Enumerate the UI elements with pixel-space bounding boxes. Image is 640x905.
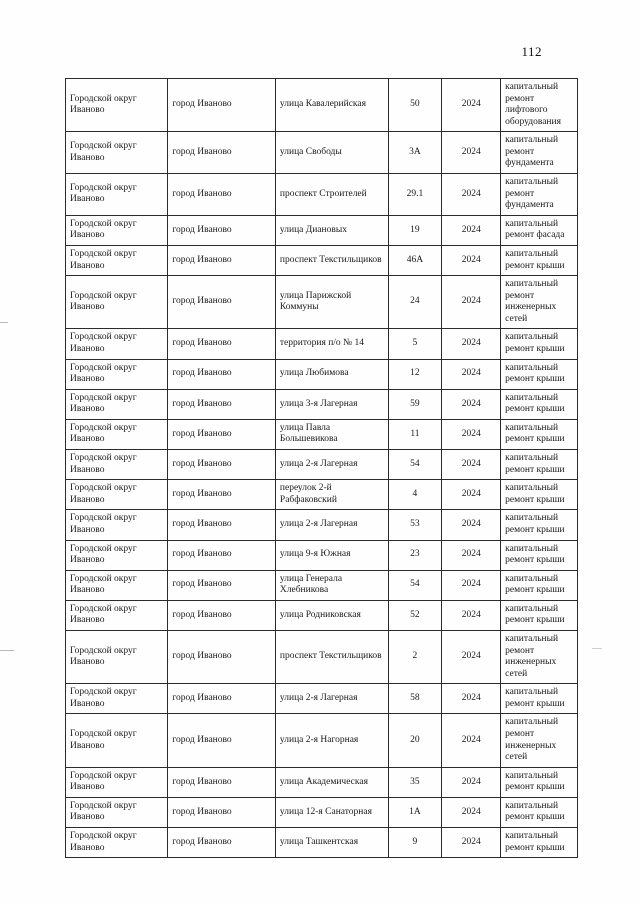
table-row	[66, 797, 578, 827]
table-row	[66, 714, 578, 767]
table-row	[66, 276, 578, 329]
cell-house-number: 4	[388, 480, 442, 510]
cell-year: 2024	[442, 510, 501, 540]
cell-house-number: 54	[388, 450, 442, 480]
cell-work-type: капитальный ремонт крыши	[501, 570, 578, 600]
cell-house-number: 52	[388, 600, 442, 630]
cell-city: город Иваново	[168, 174, 276, 216]
cell-district: Городской округ Иваново	[66, 245, 168, 275]
cell-year: 2024	[442, 450, 501, 480]
table-row	[66, 79, 578, 132]
cell-year: 2024	[442, 359, 501, 389]
cell-house-number: 2	[388, 630, 442, 683]
cell-year: 2024	[442, 215, 501, 245]
table-row	[66, 359, 578, 389]
table-row	[66, 215, 578, 245]
table-row	[66, 630, 578, 683]
cell-year: 2024	[442, 630, 501, 683]
cell-street: улица Генерала Хлебникова	[275, 570, 388, 600]
cell-work-type: капитальный ремонт фундамента	[501, 132, 578, 174]
cell-work-type: капитальный ремонт крыши	[501, 419, 578, 449]
cell-city: город Иваново	[168, 630, 276, 683]
cell-city: город Иваново	[168, 389, 276, 419]
cell-street: улица 2-я Лагерная	[275, 510, 388, 540]
cell-house-number: 29.1	[388, 174, 442, 216]
cell-city: город Иваново	[168, 132, 276, 174]
cell-year: 2024	[442, 600, 501, 630]
cell-city: город Иваново	[168, 684, 276, 714]
cell-work-type: капитальный ремонт крыши	[501, 450, 578, 480]
cell-house-number: 9	[388, 828, 442, 858]
cell-district: Городской округ Иваново	[66, 480, 168, 510]
cell-district: Городской округ Иваново	[66, 570, 168, 600]
cell-work-type: капитальный ремонт фасада	[501, 215, 578, 245]
cell-street: территория п/о № 14	[275, 329, 388, 359]
cell-year: 2024	[442, 767, 501, 797]
cell-street: улица 3-я Лагерная	[275, 389, 388, 419]
cell-city: город Иваново	[168, 600, 276, 630]
table-row	[66, 540, 578, 570]
cell-work-type: капитальный ремонт крыши	[501, 684, 578, 714]
cell-year: 2024	[442, 828, 501, 858]
cell-house-number: 35	[388, 767, 442, 797]
cell-street: улица Парижской Коммуны	[275, 276, 388, 329]
cell-city: город Иваново	[168, 767, 276, 797]
cell-city: город Иваново	[168, 419, 276, 449]
cell-house-number: 59	[388, 389, 442, 419]
cell-city: город Иваново	[168, 714, 276, 767]
table-row	[66, 174, 578, 216]
cell-street: улица 2-я Лагерная	[275, 684, 388, 714]
cell-street: улица Любимова	[275, 359, 388, 389]
cell-street: улица Павла Большевикова	[275, 419, 388, 449]
cell-city: город Иваново	[168, 570, 276, 600]
cell-city: город Иваново	[168, 480, 276, 510]
cell-district: Городской округ Иваново	[66, 797, 168, 827]
cell-street: проспект Текстильщиков	[275, 630, 388, 683]
cell-year: 2024	[442, 174, 501, 216]
table-row	[66, 419, 578, 449]
cell-district: Городской округ Иваново	[66, 630, 168, 683]
cell-district: Городской округ Иваново	[66, 828, 168, 858]
cell-city: город Иваново	[168, 215, 276, 245]
cell-street: улица 2-я Нагорная	[275, 714, 388, 767]
cell-year: 2024	[442, 419, 501, 449]
table-row	[66, 684, 578, 714]
cell-city: город Иваново	[168, 276, 276, 329]
table-body	[66, 79, 578, 858]
cell-street: улица Диановых	[275, 215, 388, 245]
cell-work-type: капитальный ремонт фундамента	[501, 174, 578, 216]
cell-district: Городской округ Иваново	[66, 215, 168, 245]
cell-year: 2024	[442, 245, 501, 275]
cell-street: улица Родниковская	[275, 600, 388, 630]
cell-work-type: капитальный ремонт крыши	[501, 767, 578, 797]
cell-house-number: 46А	[388, 245, 442, 275]
cell-house-number: 54	[388, 570, 442, 600]
cell-city: город Иваново	[168, 540, 276, 570]
cell-city: город Иваново	[168, 797, 276, 827]
cell-city: город Иваново	[168, 79, 276, 132]
cell-work-type: капитальный ремонт лифтового оборудования	[501, 79, 578, 132]
cell-district: Городской округ Иваново	[66, 450, 168, 480]
cell-city: город Иваново	[168, 329, 276, 359]
cell-year: 2024	[442, 276, 501, 329]
cell-work-type: капитальный ремонт крыши	[501, 540, 578, 570]
cell-street: улица Свободы	[275, 132, 388, 174]
cell-work-type: капитальный ремонт крыши	[501, 245, 578, 275]
cell-district: Городской округ Иваново	[66, 540, 168, 570]
cell-year: 2024	[442, 480, 501, 510]
cell-house-number: 23	[388, 540, 442, 570]
cell-district: Городской округ Иваново	[66, 684, 168, 714]
cell-work-type: капитальный ремонт инженерных сетей	[501, 630, 578, 683]
cell-house-number: 58	[388, 684, 442, 714]
cell-city: город Иваново	[168, 450, 276, 480]
cell-street: проспект Текстильщиков	[275, 245, 388, 275]
table-row	[66, 510, 578, 540]
cell-work-type: капитальный ремонт крыши	[501, 329, 578, 359]
table-row	[66, 767, 578, 797]
table-row	[66, 480, 578, 510]
cell-house-number: 50	[388, 79, 442, 132]
cell-work-type: капитальный ремонт крыши	[501, 480, 578, 510]
cell-year: 2024	[442, 389, 501, 419]
cell-work-type: капитальный ремонт инженерных сетей	[501, 276, 578, 329]
cell-year: 2024	[442, 79, 501, 132]
cell-district: Городской округ Иваново	[66, 329, 168, 359]
cell-work-type: капитальный ремонт крыши	[501, 510, 578, 540]
cell-district: Городской округ Иваново	[66, 174, 168, 216]
cell-street: проспект Строителей	[275, 174, 388, 216]
table-row	[66, 329, 578, 359]
cell-district: Городской округ Иваново	[66, 276, 168, 329]
cell-street: переулок 2-й Рабфаковский	[275, 480, 388, 510]
cell-year: 2024	[442, 132, 501, 174]
cell-city: город Иваново	[168, 359, 276, 389]
cell-year: 2024	[442, 540, 501, 570]
cell-house-number: 19	[388, 215, 442, 245]
cell-district: Городской округ Иваново	[66, 132, 168, 174]
scan-artifact	[0, 322, 8, 323]
table-row	[66, 450, 578, 480]
cell-house-number: 1А	[388, 797, 442, 827]
cell-year: 2024	[442, 329, 501, 359]
cell-street: улица Ташкентская	[275, 828, 388, 858]
scan-artifact	[592, 648, 602, 649]
cell-street: улица Академическая	[275, 767, 388, 797]
table-row	[66, 600, 578, 630]
table-row	[66, 828, 578, 858]
cell-year: 2024	[442, 797, 501, 827]
cell-city: город Иваново	[168, 510, 276, 540]
cell-house-number: 53	[388, 510, 442, 540]
cell-work-type: капитальный ремонт крыши	[501, 600, 578, 630]
cell-work-type: капитальный ремонт крыши	[501, 828, 578, 858]
page-number: 112	[521, 44, 542, 59]
cell-year: 2024	[442, 684, 501, 714]
cell-district: Городской округ Иваново	[66, 767, 168, 797]
cell-house-number: 5	[388, 329, 442, 359]
cell-district: Городской округ Иваново	[66, 79, 168, 132]
cell-city: город Иваново	[168, 245, 276, 275]
cell-work-type: капитальный ремонт крыши	[501, 797, 578, 827]
cell-district: Городской округ Иваново	[66, 510, 168, 540]
cell-year: 2024	[442, 714, 501, 767]
table-row	[66, 570, 578, 600]
cell-district: Городской округ Иваново	[66, 714, 168, 767]
cell-work-type: капитальный ремонт инженерных сетей	[501, 714, 578, 767]
cell-district: Городской округ Иваново	[66, 419, 168, 449]
cell-house-number: 20	[388, 714, 442, 767]
cell-house-number: 3А	[388, 132, 442, 174]
cell-work-type: капитальный ремонт крыши	[501, 359, 578, 389]
cell-street: улица 2-я Лагерная	[275, 450, 388, 480]
cell-house-number: 12	[388, 359, 442, 389]
cell-street: улица Кавалерийская	[275, 79, 388, 132]
cell-work-type: капитальный ремонт крыши	[501, 389, 578, 419]
table-row	[66, 132, 578, 174]
cell-street: улица 12-я Санаторная	[275, 797, 388, 827]
table-row	[66, 389, 578, 419]
cell-year: 2024	[442, 570, 501, 600]
cell-street: улица 9-я Южная	[275, 540, 388, 570]
scan-artifact	[0, 650, 14, 651]
table-row	[66, 245, 578, 275]
cell-city: город Иваново	[168, 828, 276, 858]
cell-district: Городской округ Иваново	[66, 600, 168, 630]
cell-house-number: 24	[388, 276, 442, 329]
cell-district: Городской округ Иваново	[66, 389, 168, 419]
cell-district: Городской округ Иваново	[66, 359, 168, 389]
repair-program-table	[65, 78, 578, 858]
cell-house-number: 11	[388, 419, 442, 449]
